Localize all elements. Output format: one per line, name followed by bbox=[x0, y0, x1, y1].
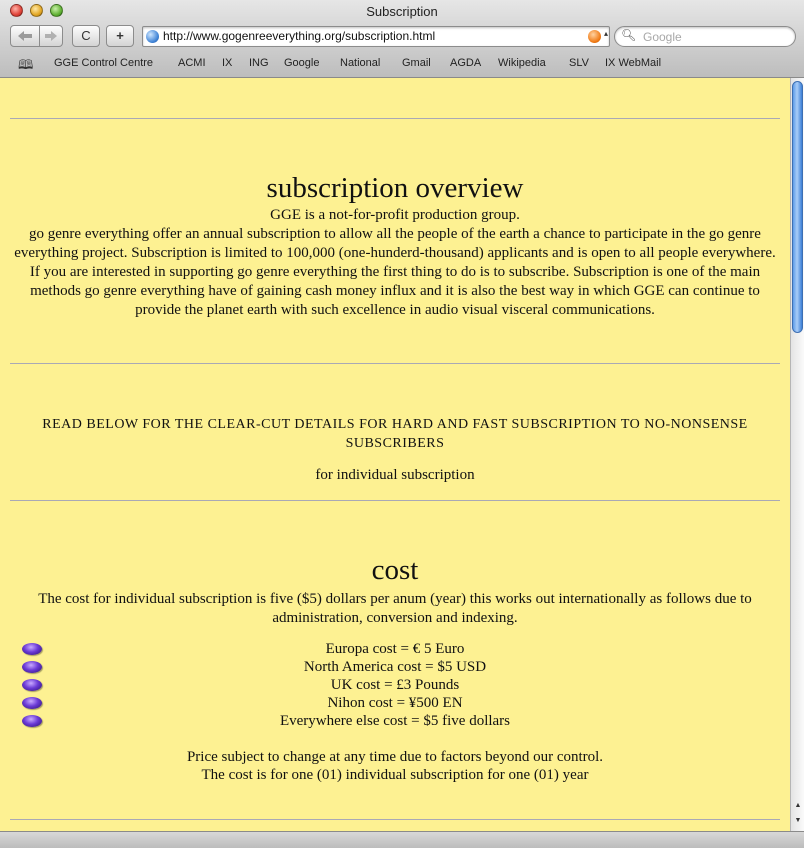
bookmark-ing[interactable]: ING bbox=[249, 57, 269, 69]
bookmark-ix[interactable]: IX bbox=[222, 57, 233, 69]
cost-item-text: Everywhere else cost = $5 five dollars bbox=[279, 713, 511, 729]
details-subheading: for individual subscription bbox=[315, 467, 475, 483]
cost-item-text: Europa cost = € 5 Euro bbox=[325, 641, 465, 657]
title-bar bbox=[0, 0, 804, 22]
bookmark-gmail[interactable]: Gmail bbox=[402, 57, 431, 69]
reload-icon: C bbox=[81, 28, 91, 43]
back-button[interactable] bbox=[10, 25, 40, 47]
cost-list bbox=[0, 640, 790, 730]
purple-bullet-icon bbox=[22, 643, 42, 655]
address-dropdown-icon[interactable]: ▴ bbox=[604, 29, 609, 38]
search-box[interactable] bbox=[614, 26, 796, 47]
divider bbox=[10, 118, 780, 119]
term-note: The cost is for one (01) individual subscription for one (01) year bbox=[201, 767, 589, 783]
bookmark-slv[interactable]: SLV bbox=[569, 57, 589, 69]
cost-item-text: UK cost = £3 Pounds bbox=[330, 677, 460, 693]
url-field[interactable]: http://www.gogenreeverything.org/subscription.html bbox=[163, 29, 436, 43]
bookmark-agda[interactable]: AGDA bbox=[450, 57, 482, 69]
bookmarks-bar bbox=[0, 54, 804, 76]
bookmark-acmi[interactable]: ACMI bbox=[178, 57, 206, 69]
cost-item-everywhere-else bbox=[0, 712, 790, 730]
divider bbox=[10, 819, 780, 820]
scroll-up-arrow-icon[interactable]: ▲ bbox=[794, 802, 802, 809]
bookmarks-book-icon[interactable]: 🕮︎ bbox=[18, 57, 34, 72]
cost-item-text: Nihon cost = ¥500 EN bbox=[327, 695, 463, 711]
scroll-thumb[interactable] bbox=[792, 81, 803, 333]
plus-icon: + bbox=[116, 28, 124, 43]
cost-intro: The cost for individual subscription is five ($5) dollars per anum (year) this works out internationally as follows due to administration, conversion and indexing. bbox=[38, 591, 752, 626]
window-title: Subscription bbox=[366, 4, 438, 19]
cost-item-north-america bbox=[0, 658, 790, 676]
navigation-toolbar bbox=[0, 22, 804, 52]
overview-tagline: GGE is a not-for-profit production group. bbox=[270, 207, 520, 223]
reload-button[interactable] bbox=[72, 25, 100, 47]
bookmark-national[interactable]: National bbox=[340, 57, 381, 69]
add-bookmark-button[interactable] bbox=[106, 25, 134, 47]
cost-item-uk bbox=[0, 676, 790, 694]
cost-item-europa bbox=[0, 640, 790, 658]
purple-bullet-icon bbox=[22, 661, 42, 673]
browser-chrome bbox=[0, 0, 804, 78]
scroll-down-arrow-icon[interactable]: ▼ bbox=[794, 817, 802, 824]
forward-button[interactable] bbox=[39, 25, 63, 47]
bookmark-google[interactable]: Google bbox=[284, 57, 320, 69]
bookmark-wikipedia[interactable]: Wikipedia bbox=[498, 57, 546, 69]
cost-item-text: North America cost = $5 USD bbox=[303, 659, 487, 675]
rss-icon[interactable] bbox=[588, 30, 601, 43]
cost-title: cost bbox=[371, 554, 419, 586]
overview-body: go genre everything offer an annual subscription to allow all the people of the earth a chance to participate in the go genre everything project. Subscription is limited to 100,000 (one-hunderd-thousand) applicants and is open to all people everywhere. If you are interested in supporting go genre everything the first thing to do is to subscribe. Subscription is one of the main methods go genre everything have of gaining cash money influx and it is also the best way in which GGE can continue to provide the planet earth with such excellence in audio visual visceral communications. bbox=[14, 226, 776, 318]
purple-bullet-icon bbox=[22, 715, 42, 727]
back-arrow-icon bbox=[18, 31, 32, 41]
bookmark-ix-webmail[interactable]: IX WebMail bbox=[605, 57, 662, 69]
forward-arrow-icon bbox=[45, 31, 57, 41]
page-content bbox=[0, 78, 790, 831]
overview-title: subscription overview bbox=[266, 172, 524, 204]
bookmark-gge-control-centre[interactable]: GGE Control Centre bbox=[54, 57, 154, 69]
search-icon[interactable]: 🔍︎ bbox=[621, 28, 637, 42]
price-note: Price subject to change at any time due to factors beyond our control. bbox=[186, 749, 604, 765]
purple-bullet-icon bbox=[22, 679, 42, 691]
purple-bullet-icon bbox=[22, 697, 42, 709]
status-bar bbox=[0, 831, 804, 848]
divider bbox=[10, 363, 780, 364]
site-globe-icon bbox=[146, 30, 159, 43]
vertical-scrollbar[interactable] bbox=[790, 78, 804, 831]
divider bbox=[10, 500, 780, 501]
cost-item-nihon bbox=[0, 694, 790, 712]
address-bar[interactable] bbox=[142, 26, 610, 47]
search-input[interactable] bbox=[643, 29, 788, 45]
details-heading: READ BELOW FOR THE CLEAR-CUT DETAILS FOR HARD AND FAST SUBSCRIPTION TO NO-NONSENSE SUBSCRIBERS bbox=[42, 417, 748, 451]
